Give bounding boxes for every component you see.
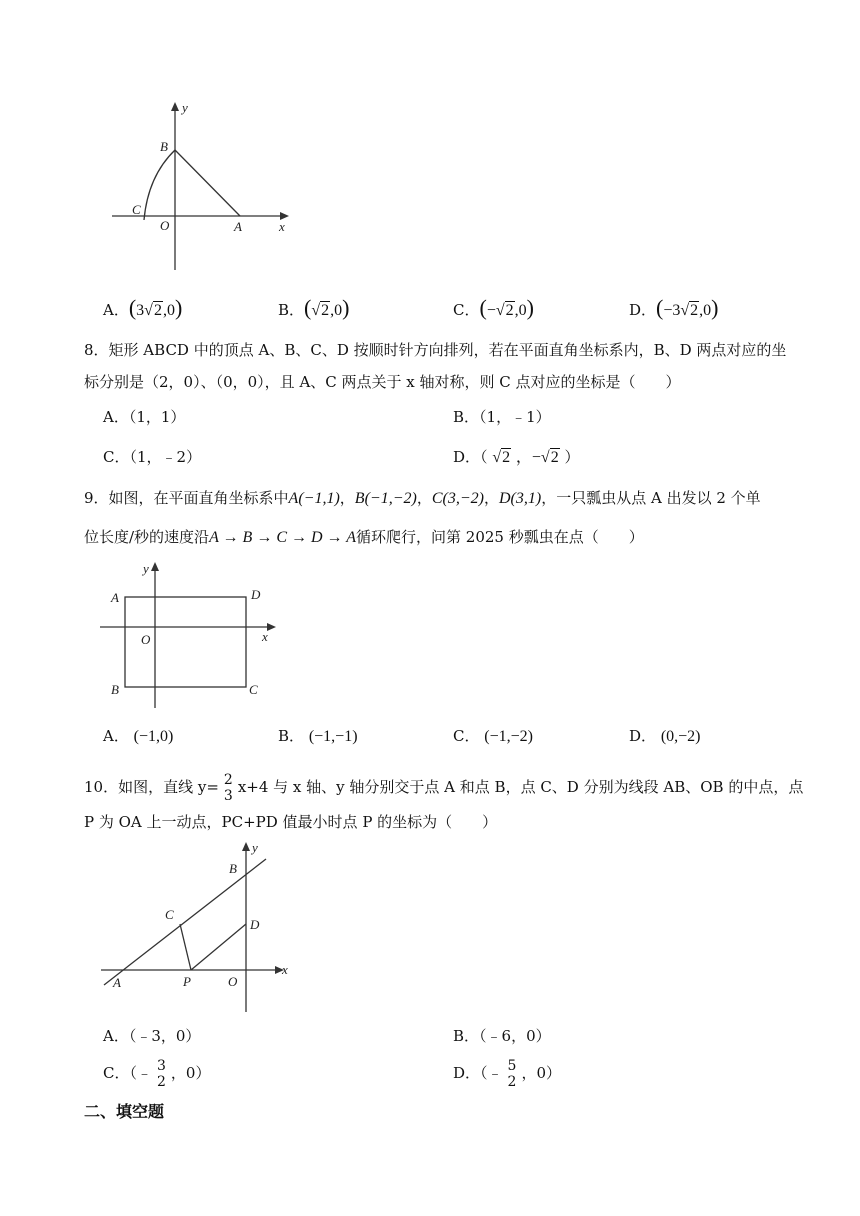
label-y: y — [182, 100, 188, 115]
q9-line2a: 位长度/秒的速度沿 — [84, 528, 210, 546]
label-o: O — [141, 632, 151, 647]
q9-option-b[interactable] — [278, 725, 358, 746]
sep: ， — [416, 489, 432, 507]
option-prefix: C．（﹣ — [103, 1064, 152, 1082]
q9-line-1 — [84, 482, 761, 515]
option-value: (−1,−1) — [308, 728, 358, 745]
point-b: B(−1,−2) — [354, 490, 417, 507]
q9-line2b: 循环爬行，问第 2025 秒瓢虫在点（ ） — [356, 528, 644, 546]
option-letter: C． — [453, 727, 480, 745]
q7-option-b[interactable] — [278, 295, 349, 321]
option-prefix: D．（﹣ — [453, 1064, 503, 1082]
q10-option-c[interactable] — [103, 1053, 210, 1093]
point-d: D(3,1) — [498, 490, 542, 507]
label-a: A — [113, 975, 121, 990]
option-letter: B． — [278, 301, 305, 319]
segment-pc — [180, 924, 191, 970]
option-letter: D． — [629, 727, 657, 745]
point-a: A(−1,1) — [288, 490, 340, 507]
crawl-path: A → B → C → D → A — [209, 529, 357, 546]
option-prefix: D．（ — [453, 448, 488, 466]
label-d: D — [251, 587, 261, 602]
frac-num: 3 — [156, 1058, 166, 1074]
option-sign: − — [663, 302, 673, 319]
option-end: ） — [564, 448, 580, 466]
option-letter: A． — [103, 301, 129, 319]
label-o: O — [228, 974, 238, 989]
slope-fraction — [222, 772, 235, 804]
option-tail: ,0 — [514, 302, 527, 319]
frac-num: 5 — [507, 1058, 517, 1074]
label-x: x — [262, 629, 268, 644]
option-post: ，0） — [170, 1064, 211, 1082]
point-c: C(3,−2) — [431, 490, 484, 507]
sqrt-sign: √ — [495, 302, 505, 319]
label-c: C — [249, 682, 258, 697]
arc-bc — [144, 150, 175, 220]
segment-ab — [175, 150, 240, 216]
paren: ) — [711, 295, 719, 320]
option-coef: 3 — [672, 302, 681, 319]
option-sign: − — [486, 302, 496, 319]
x-axis-arrow — [267, 623, 276, 631]
frac-den: 2 — [507, 1074, 517, 1090]
option-letter: D． — [629, 301, 657, 319]
q10-option-d[interactable] — [453, 1053, 561, 1093]
option-rad1: 2 — [502, 449, 511, 466]
option-tail: ,0 — [330, 302, 343, 319]
y-axis-arrow — [242, 842, 250, 851]
option-rad: 2 — [321, 302, 330, 319]
label-y: y — [143, 561, 149, 576]
q10-tail: x+4 与 x 轴、y 轴分别交于点 A 和点 B，点 C、D 分别为线段 AB、OB 的中点，点 — [237, 778, 804, 796]
paren: ( — [656, 295, 664, 320]
paren: ) — [526, 295, 534, 320]
option-letter: A． — [103, 727, 129, 745]
option-fraction — [155, 1058, 168, 1090]
option-tail: ,0 — [162, 302, 175, 319]
label-b: B — [111, 682, 119, 697]
q9-option-c[interactable] — [453, 725, 533, 746]
option-value: (−1,−2) — [484, 728, 533, 745]
option-rad: 2 — [153, 302, 162, 319]
q8-line-1: 8．矩形 ABCD 中的顶点 A、B、C、D 按顺时针方向排列，若在平面直角坐标系内，B、D 两点对应的坐 — [84, 341, 787, 359]
q7-option-c[interactable] — [453, 295, 534, 321]
q10-line-2: P 为 OA 上一动点，PC+PD 值最小时点 P 的坐标为（ ） — [84, 813, 498, 831]
q10-lead: 10．如图，直线 y= — [84, 778, 219, 796]
q8-line-2: 标分别是（2，0）、（0，0），且 A、C 两点关于 x 轴对称，则 C 点对应的坐标是（ ） — [84, 373, 681, 391]
q7-option-d[interactable] — [629, 295, 719, 321]
q10-line-1 — [84, 769, 803, 805]
paren: ) — [174, 295, 183, 320]
label-a: A — [234, 219, 242, 234]
option-rad: 2 — [505, 302, 514, 319]
label-d: D — [250, 917, 260, 932]
paren: ( — [479, 295, 487, 320]
option-coef: 3 — [136, 302, 145, 319]
label-o: O — [160, 218, 170, 233]
option-value: (0,−2) — [660, 728, 701, 745]
segment-pd — [191, 924, 246, 970]
option-rad: 2 — [690, 302, 699, 319]
q8-option-b[interactable]: B．（1，﹣1） — [453, 408, 551, 426]
sep: ， — [483, 489, 499, 507]
option-mid: ，− — [515, 449, 541, 466]
q9-option-a[interactable] — [103, 725, 173, 746]
option-fraction — [506, 1058, 519, 1090]
figure-q7 — [100, 98, 300, 274]
option-rad2: 2 — [550, 449, 559, 466]
option-letter: C． — [453, 301, 480, 319]
figure-q9 — [98, 560, 288, 710]
label-a: A — [111, 590, 119, 605]
q10-option-a[interactable]: A．（﹣3，0） — [103, 1027, 201, 1045]
label-c: C — [132, 202, 141, 217]
q9-lead: 9．如图，在平面直角坐标系中 — [84, 489, 289, 507]
sqrt-sign: √ — [492, 449, 502, 466]
label-b: B — [229, 861, 237, 876]
label-x: x — [279, 219, 285, 234]
q7-option-a[interactable] — [103, 295, 182, 321]
label-y: y — [252, 840, 258, 855]
label-p: P — [183, 974, 191, 989]
q8-option-c[interactable]: C．（1，﹣2） — [103, 448, 202, 466]
sqrt-sign: √ — [311, 302, 321, 319]
label-c: C — [165, 907, 174, 922]
q8-option-d[interactable] — [453, 444, 579, 467]
option-post: ，0） — [521, 1064, 561, 1082]
q10-option-b[interactable]: B．（﹣6，0） — [453, 1027, 551, 1045]
frac-num: 2 — [223, 772, 233, 788]
q9-tail: ，一只瓢虫从点 A 出发以 2 个单 — [541, 489, 761, 507]
section-heading: 二、填空题 — [84, 1102, 165, 1121]
label-x: x — [282, 962, 288, 977]
sqrt-sign: √ — [540, 449, 550, 466]
sep: ， — [339, 489, 355, 507]
option-value: (−1,0) — [133, 728, 174, 745]
paren: ( — [304, 295, 312, 320]
option-tail: ,0 — [699, 302, 712, 319]
figure-q10 — [98, 840, 298, 1015]
frac-den: 2 — [156, 1074, 166, 1090]
option-letter: B． — [278, 727, 305, 745]
y-axis-arrow — [151, 562, 159, 571]
label-b: B — [160, 139, 168, 154]
sqrt-sign: √ — [680, 302, 690, 319]
y-axis-arrow — [171, 102, 179, 111]
line-ab — [104, 859, 266, 985]
paren: ) — [342, 295, 350, 320]
q8-option-a[interactable]: A．（1，1） — [103, 408, 186, 426]
paren: ( — [128, 295, 137, 320]
sqrt-sign: √ — [144, 302, 153, 319]
q9-line-2 — [84, 521, 644, 554]
frac-den: 3 — [223, 788, 233, 804]
q9-option-d[interactable] — [629, 725, 701, 746]
